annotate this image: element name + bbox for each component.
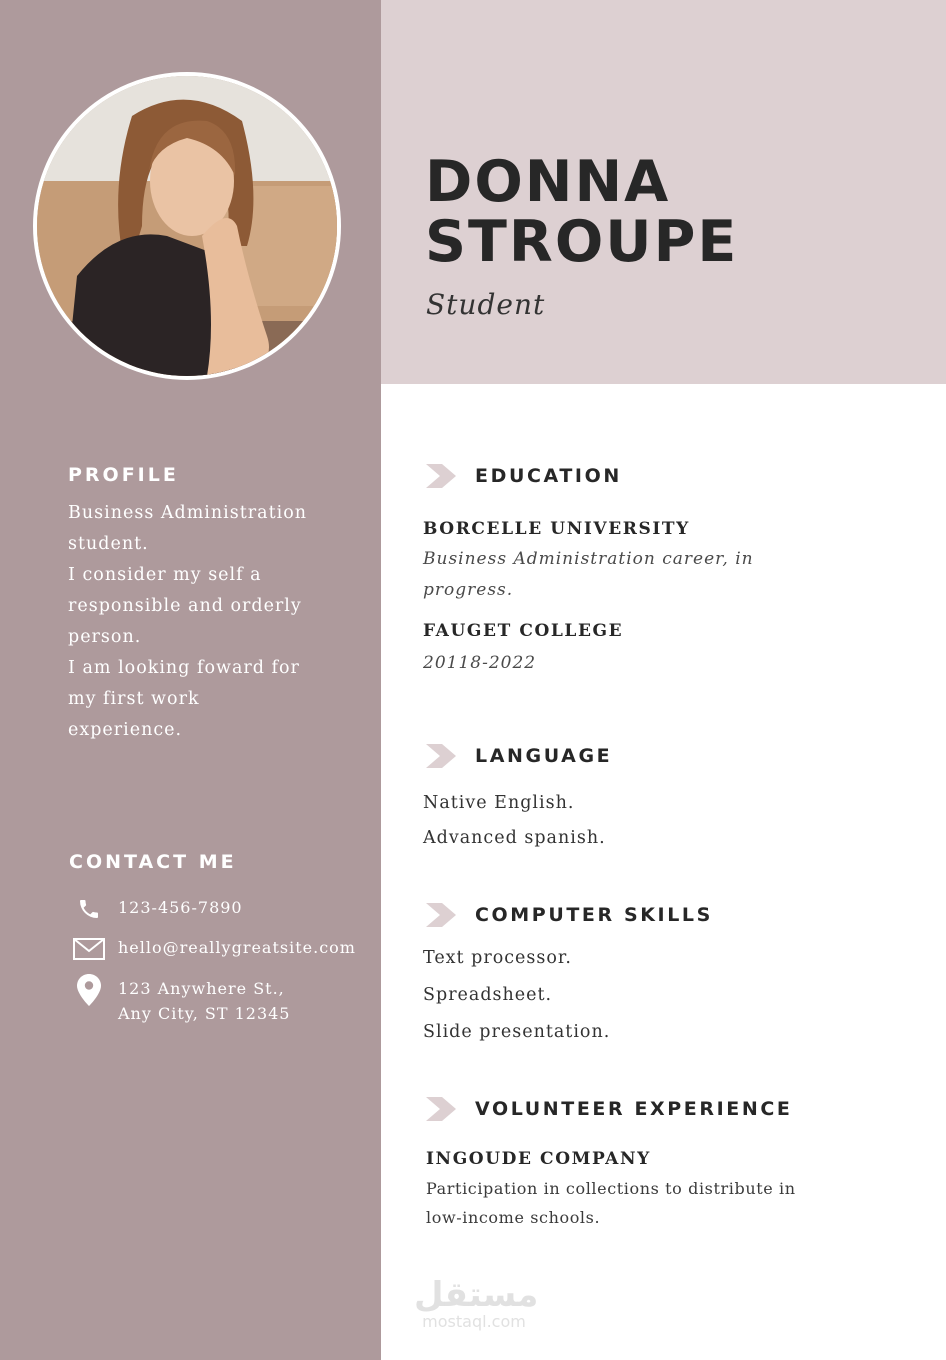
- education-org: BORCELLE UNIVERSITY: [423, 519, 690, 539]
- phone-icon: [68, 895, 110, 923]
- address-line: 123 Anywhere St.,: [118, 979, 285, 998]
- profile-line: I am looking foward for: [68, 658, 300, 678]
- chevron-right-icon: [424, 462, 458, 490]
- location-pin-icon: [68, 976, 110, 1004]
- volunteer-org: INGOUDE COMPANY: [426, 1149, 651, 1169]
- education-section-header: [424, 462, 622, 490]
- profile-text: [68, 498, 368, 746]
- contact-email[interactable]: hello@reallygreatsite.com: [118, 938, 356, 957]
- contact-address: [118, 976, 290, 1026]
- watermark-arabic: مستقل: [414, 1275, 539, 1315]
- profile-line: I consider my self a: [68, 565, 262, 585]
- contact-address-row: [68, 976, 290, 1026]
- profile-line: my first work: [68, 689, 200, 709]
- description-line: Participation in collections to distribute in: [426, 1179, 796, 1198]
- first-name: DONNA: [425, 149, 671, 215]
- person-name: [425, 149, 739, 275]
- language-section-header: [424, 742, 612, 770]
- skill-item: Spreadsheet.: [423, 985, 553, 1005]
- profile-heading: PROFILE: [68, 464, 179, 486]
- language-item: Native English.: [423, 793, 575, 813]
- profile-line: student.: [68, 534, 149, 554]
- volunteer-section-header: [424, 1095, 792, 1123]
- skill-item: Slide presentation.: [423, 1022, 611, 1042]
- skill-item: Text processor.: [423, 948, 572, 968]
- last-name: STROUPE: [425, 209, 739, 275]
- description-line: low-income schools.: [426, 1208, 601, 1227]
- profile-line: person.: [68, 627, 142, 647]
- language-item: Advanced spanish.: [423, 828, 606, 848]
- computer-skills-heading: COMPUTER SKILLS: [475, 904, 713, 926]
- detail-line: progress.: [423, 580, 514, 600]
- education-org: FAUGET COLLEGE: [423, 621, 624, 641]
- mail-icon: [68, 935, 110, 963]
- volunteer-description: [426, 1174, 846, 1232]
- contact-phone[interactable]: 123-456-7890: [118, 898, 243, 917]
- detail-line: Business Administration career, in: [423, 549, 754, 569]
- watermark-latin: mostaql.com: [422, 1312, 526, 1331]
- profile-photo: [33, 72, 341, 380]
- profile-line: Business Administration: [68, 503, 308, 523]
- language-heading: LANGUAGE: [475, 745, 613, 767]
- education-heading: EDUCATION: [475, 465, 622, 487]
- education-dates: 20118-2022: [423, 653, 537, 673]
- education-detail: [423, 544, 843, 606]
- contact-email-row: [68, 935, 356, 963]
- contact-phone-row: [68, 895, 243, 923]
- contact-heading: CONTACT ME: [69, 851, 237, 873]
- chevron-right-icon: [424, 742, 458, 770]
- job-title: Student: [426, 288, 546, 321]
- computer-skills-section-header: [424, 901, 713, 929]
- volunteer-heading: VOLUNTEER EXPERIENCE: [475, 1098, 793, 1120]
- chevron-right-icon: [424, 1095, 458, 1123]
- mostaql-watermark: [414, 1275, 539, 1331]
- profile-line: responsible and orderly: [68, 596, 302, 616]
- chevron-right-icon: [424, 901, 458, 929]
- profile-line: experience.: [68, 720, 183, 740]
- address-line: Any City, ST 12345: [118, 1004, 291, 1023]
